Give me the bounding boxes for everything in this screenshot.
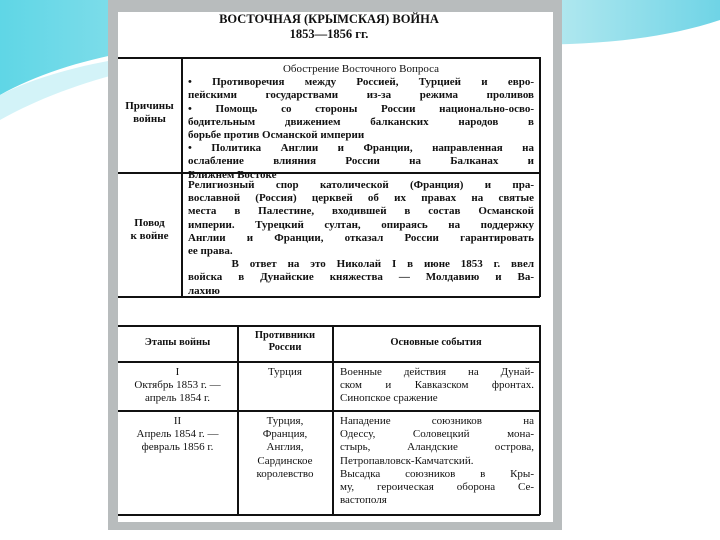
stage-number: I bbox=[175, 366, 180, 378]
header-stages: Этапы войны bbox=[144, 337, 211, 348]
enemies-2 bbox=[238, 415, 332, 481]
title-line: ВОСТОЧНАЯ (КРЫМСКАЯ) ВОЙНА bbox=[219, 12, 439, 26]
text-line: Одессу, Соловецкий мона- bbox=[340, 428, 534, 441]
text-line: ее права. bbox=[188, 245, 233, 258]
divider bbox=[539, 57, 541, 297]
text-line: Военные действия на Дунай- bbox=[340, 366, 534, 378]
text-line: лахию bbox=[188, 284, 220, 297]
bullet-line: ослабление влияния России на Балканах и bbox=[188, 155, 534, 168]
text-line: империи. Турецкий султан, опираясь на поддержку bbox=[188, 218, 534, 231]
bullet-line: • Помощь со стороны России национально-осво- bbox=[188, 102, 534, 115]
bullet-line: борьбе против Османской империи bbox=[188, 129, 365, 142]
pretext-content bbox=[188, 179, 534, 298]
divider bbox=[118, 325, 540, 327]
stage-2 bbox=[118, 415, 237, 455]
enemies-1 bbox=[238, 366, 332, 379]
table-title bbox=[118, 12, 540, 42]
text-line: му, героическая оборона Се- bbox=[340, 481, 534, 494]
stage-dates: Апрель 1854 г. — bbox=[136, 428, 219, 441]
causes-label bbox=[118, 100, 181, 126]
text-line: Петропавловск-Камчатский. bbox=[340, 454, 474, 467]
text-line: вославной (Россия) церквей об их правах на святые bbox=[188, 192, 534, 205]
text-line: В ответ на это Николай I в июне 1853 г. ввел bbox=[188, 258, 534, 271]
text-line: войска в Дунайские княжества — Молдавию и Ва- bbox=[188, 271, 534, 284]
label-line: войны bbox=[133, 113, 166, 125]
divider bbox=[118, 514, 540, 516]
causes-heading: Обострение Восточного Вопроса bbox=[282, 63, 440, 75]
stage-dates: февраль 1856 г. bbox=[141, 441, 214, 454]
enemy: Турция bbox=[267, 366, 302, 378]
label-line: Причины bbox=[125, 100, 174, 112]
text-line: Высадка союзников в Кры- bbox=[340, 467, 534, 480]
text-line: стырь, Аландские острова, bbox=[340, 441, 534, 454]
header-events: Основные события bbox=[390, 337, 482, 348]
stage-dates: Октябрь 1853 г. — bbox=[134, 379, 221, 392]
label-line: к войне bbox=[130, 230, 169, 242]
text-line: Религиозный спор католической (Франция) и пра- bbox=[188, 179, 534, 191]
header-enemies: Противники России bbox=[254, 330, 316, 353]
text-line: ском и Кавказском фронтах. bbox=[340, 379, 534, 392]
text-line: вастополя bbox=[340, 494, 387, 507]
pretext-label bbox=[118, 217, 181, 243]
bullet-line: • Противоречия между Россией, Турцией и евро- bbox=[188, 76, 534, 89]
text-line: Нападение союзников на bbox=[340, 415, 534, 427]
stage-number: II bbox=[173, 415, 182, 427]
causes-content bbox=[188, 63, 534, 182]
label-line: Повод bbox=[134, 217, 165, 229]
text-line: места в Палестине, входившей в состав Османской bbox=[188, 205, 534, 218]
text-line: Синопское сражение bbox=[340, 392, 438, 405]
bullet-line: Ближнем Востоке bbox=[188, 168, 277, 181]
enemy: королевство bbox=[256, 467, 314, 480]
table-image bbox=[118, 12, 553, 522]
enemy: Франция, bbox=[262, 428, 308, 441]
enemy: Англия, bbox=[266, 441, 304, 454]
divider bbox=[118, 361, 540, 363]
divider bbox=[118, 410, 540, 412]
divider bbox=[181, 57, 183, 297]
stage-1 bbox=[118, 366, 237, 406]
bullet-line: пейскими государствами из-за режима проливов bbox=[188, 89, 534, 102]
enemy: Сардинское bbox=[257, 454, 313, 467]
bullet-line: бодительным движением балканских народов в bbox=[188, 115, 534, 128]
events-1 bbox=[340, 366, 534, 406]
stage-dates: апрель 1854 г. bbox=[144, 392, 211, 405]
bullet-line: • Политика Англии и Франции, направленная на bbox=[188, 142, 534, 155]
events-2 bbox=[340, 415, 534, 507]
text-line: Англии и Франции, отказал России гарантировать bbox=[188, 231, 534, 244]
title-years: 1853—1856 гг. bbox=[289, 27, 369, 41]
divider bbox=[332, 325, 334, 515]
divider bbox=[539, 325, 541, 515]
enemy: Турция, bbox=[266, 415, 304, 427]
